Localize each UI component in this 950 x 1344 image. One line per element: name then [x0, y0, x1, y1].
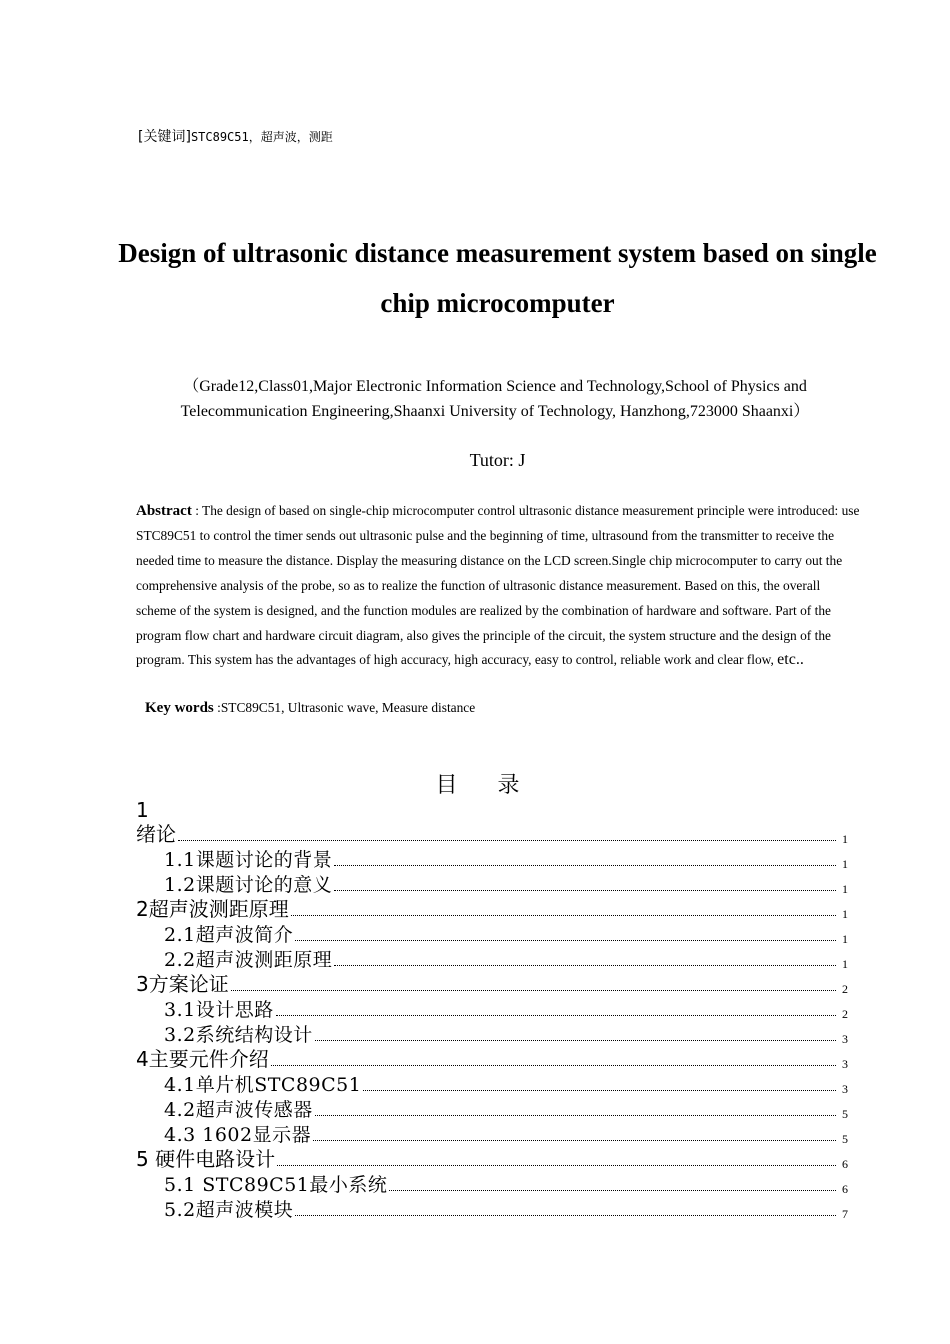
- toc-entry-label: 2超声波测距原理: [136, 897, 289, 921]
- abstract-label: Abstract: [136, 503, 192, 519]
- chinese-keywords-text: STC89C51，超声波，测距: [190, 130, 333, 144]
- toc-leader-dots: [295, 939, 836, 941]
- toc-entry-page: 6: [842, 1157, 848, 1171]
- abstract-etc: etc..: [777, 651, 804, 669]
- toc-entry-label: 3方案论证: [136, 972, 229, 996]
- toc-entry-page: 3: [842, 1057, 848, 1071]
- chinese-keywords-label: [关键词]: [138, 129, 191, 145]
- toc-entry-page: 1: [842, 882, 848, 896]
- abstract-text: : The design of based on single-chip microcomputer control ultrasonic distance measurement principle were introduced: use STC89C51 to control the timer sends out ultrasonic pulse and the beginning of time, ultrasound from the transmitter to receive the needed time to measure the distance. Display the measuring distance on the LCD screen.Single chip microcomputer to carry out the comprehensive analysis of the probe, so as to realize the function of ultrasonic distance measurement. Based on this, the overall scheme of the system is designed, and the function modules are realized by the combination of hardware and software. Part of the program flow chart and hardware circuit diagram, also gives the principle of the circuit, the system structure and the design of the program. This system has the advantages of high accuracy, high accuracy, easy to control, reliable work and clear flow,: [136, 503, 860, 668]
- toc-entry-label: 2.2超声波测距原理: [164, 949, 333, 971]
- toc-leader-dots: [178, 839, 836, 841]
- toc-leader-dots: [313, 1139, 836, 1141]
- toc-entry-page: 3: [842, 1032, 848, 1046]
- chinese-keywords: [138, 126, 333, 146]
- english-keywords: [145, 700, 475, 717]
- toc-first-number: 1: [136, 798, 149, 822]
- toc-entry-label: 5.2超声波模块: [164, 1199, 294, 1221]
- toc-entry-page: 1: [842, 957, 848, 971]
- toc-entry-label: 4主要元件介绍: [136, 1047, 269, 1071]
- toc-entry[interactable]: [136, 947, 848, 972]
- keywords-label: Key words: [145, 700, 214, 716]
- toc-leader-dots: [291, 914, 836, 916]
- toc-entry-page: 5: [842, 1107, 848, 1121]
- keywords-text: :STC89C51, Ultrasonic wave, Measure distance: [217, 700, 476, 715]
- toc-entry-label: 4.2超声波传感器: [164, 1099, 313, 1121]
- table-of-contents: [136, 798, 848, 1222]
- toc-entry[interactable]: [136, 972, 848, 997]
- toc-entry[interactable]: [136, 922, 848, 947]
- toc-entry[interactable]: [136, 997, 848, 1022]
- tutor-line: Tutor: J: [469, 450, 526, 470]
- toc-entry-label: 3.1设计思路: [164, 999, 274, 1021]
- toc-leader-dots: [389, 1189, 836, 1191]
- toc-entry-label: 绪论: [136, 822, 176, 846]
- toc-entry-list: [136, 822, 848, 1222]
- toc-entry-label: 1.1课题讨论的背景: [164, 849, 333, 871]
- toc-heading: 目录: [435, 773, 560, 798]
- toc-leader-dots: [276, 1014, 836, 1016]
- toc-entry[interactable]: [136, 1072, 848, 1097]
- toc-entry[interactable]: [136, 1097, 848, 1122]
- toc-leader-dots: [231, 989, 836, 991]
- toc-entry-page: 6: [842, 1182, 848, 1196]
- toc-entry[interactable]: [136, 1172, 848, 1197]
- toc-leader-dots: [334, 889, 836, 891]
- abstract-paragraph: [136, 499, 862, 673]
- toc-entry[interactable]: [136, 897, 848, 922]
- toc-entry-page: 2: [842, 1007, 848, 1021]
- toc-entry-page: 7: [842, 1207, 848, 1221]
- toc-leader-dots: [277, 1164, 836, 1166]
- toc-leader-dots: [334, 964, 836, 966]
- toc-entry-label: 5 硬件电路设计: [136, 1147, 276, 1171]
- toc-entry-page: 1: [842, 932, 848, 946]
- toc-entry-page: 1: [842, 907, 848, 921]
- toc-entry-page: 3: [842, 1082, 848, 1096]
- toc-entry-label: 3.2系统结构设计: [164, 1024, 313, 1046]
- toc-entry-label: 1.2课题讨论的意义: [164, 874, 333, 896]
- toc-entry-page: 5: [842, 1132, 848, 1146]
- toc-leader-dots: [295, 1214, 836, 1216]
- toc-entry[interactable]: [136, 847, 848, 872]
- author-affiliation: （Grade12,Class01,Major Electronic Information Science and Technology,School of Physics and Telecommunication Engineering,Shaanxi University of Technology, Hanzhong,723000 Shaanxi）: [180, 378, 810, 420]
- toc-entry[interactable]: [136, 1147, 848, 1172]
- toc-leader-dots: [334, 864, 836, 866]
- toc-entry-label: 4.3 1602显示器: [164, 1124, 312, 1146]
- toc-leader-dots: [271, 1064, 836, 1066]
- toc-entry-label: 4.1单片机STC89C51: [164, 1074, 362, 1096]
- toc-leader-dots: [315, 1114, 836, 1116]
- toc-entry[interactable]: [136, 1197, 848, 1222]
- toc-entry-page: 2: [842, 982, 848, 996]
- paper-title: Design of ultrasonic distance measurement system based on single chip microcomputer: [118, 238, 877, 318]
- toc-entry-page: 1: [842, 832, 848, 846]
- toc-entry-label: 5.1 STC89C51最小系统: [164, 1174, 388, 1196]
- toc-entry-page: 1: [842, 857, 848, 871]
- toc-entry[interactable]: [136, 822, 848, 847]
- toc-entry[interactable]: [136, 1047, 848, 1072]
- toc-leader-dots: [363, 1089, 836, 1091]
- toc-entry-label: 2.1超声波简介: [164, 924, 294, 946]
- toc-leader-dots: [315, 1039, 836, 1041]
